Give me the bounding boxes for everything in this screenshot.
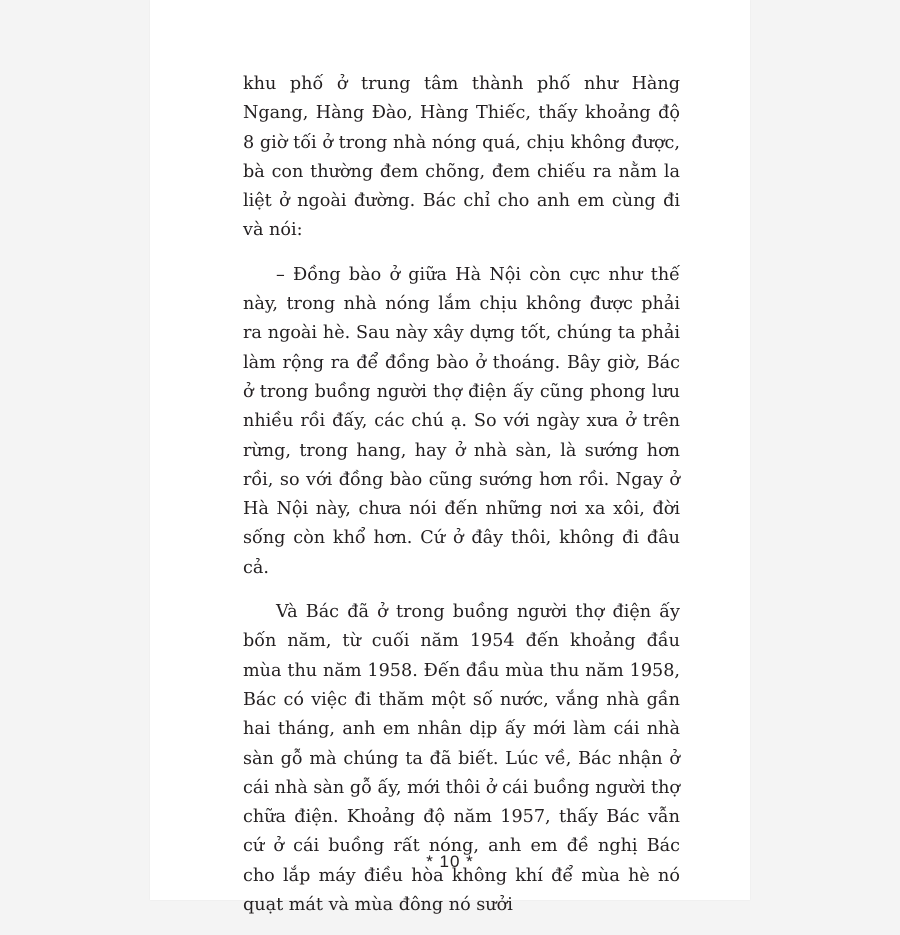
paragraph-3: Và Bác đã ở trong buồng người thợ điện ấy bốn năm, từ cuối năm 1954 đến khoảng đầu mùa thu năm 1958. Đến đầu mùa thu năm 1958, Bác có việc đi thăm một số nước, vắng nhà gần hai tháng, anh em nhân dịp ấy mới làm cái nhà sàn gỗ mà chúng ta đã biết. Lúc về, Bác nhận ở cái nhà sàn gỗ ấy, mới thôi ở cái buồng người thợ chữa điện. Khoảng độ năm 1957, thấy Bác vẫn cứ ở cái buồng rất nóng, anh em đề nghị Bác cho lắp máy điều hòa không khí để mùa hè nó quạt mát và mùa đông nó sưởi	[243, 602, 680, 916]
body-text	[243, 70, 680, 935]
book-page	[150, 0, 750, 916]
paragraph-2-dialogue: – Đồng bào ở giữa Hà Nội còn cực như thế này, trong nhà nóng lắm chịu không được phải ra ngoài hè. Sau này xây dựng tốt, chúng ta phải làm rộng ra để đồng bào ở thoáng. Bây giờ, Bác ở trong buồng người thợ điện ấy cũng phong lưu nhiều rồi đấy, các chú ạ. So với ngày xưa ở trên rừng, trong hang, hay ở nhà sàn, là sướng hơn rồi, so với đồng bào cũng sướng hơn rồi. Ngay ở Hà Nội này, chưa nói đến những nơi xa xôi, đời sống còn khổ hơn. Cứ ở đây thôi, không đi đâu cả.	[243, 264, 680, 578]
page-number: * 10 *	[426, 852, 474, 871]
paragraph-1: khu phố ở trung tâm thành phố như Hàng Ngang, Hàng Đào, Hàng Thiếc, thấy khoảng độ 8 giờ tối ở trong nhà nóng quá, chịu không được, bà con thường đem chõng, đem chiếu ra nằm la liệt ở ngoài đường. Bác chỉ cho anh em cùng đi và nói:	[243, 74, 680, 241]
